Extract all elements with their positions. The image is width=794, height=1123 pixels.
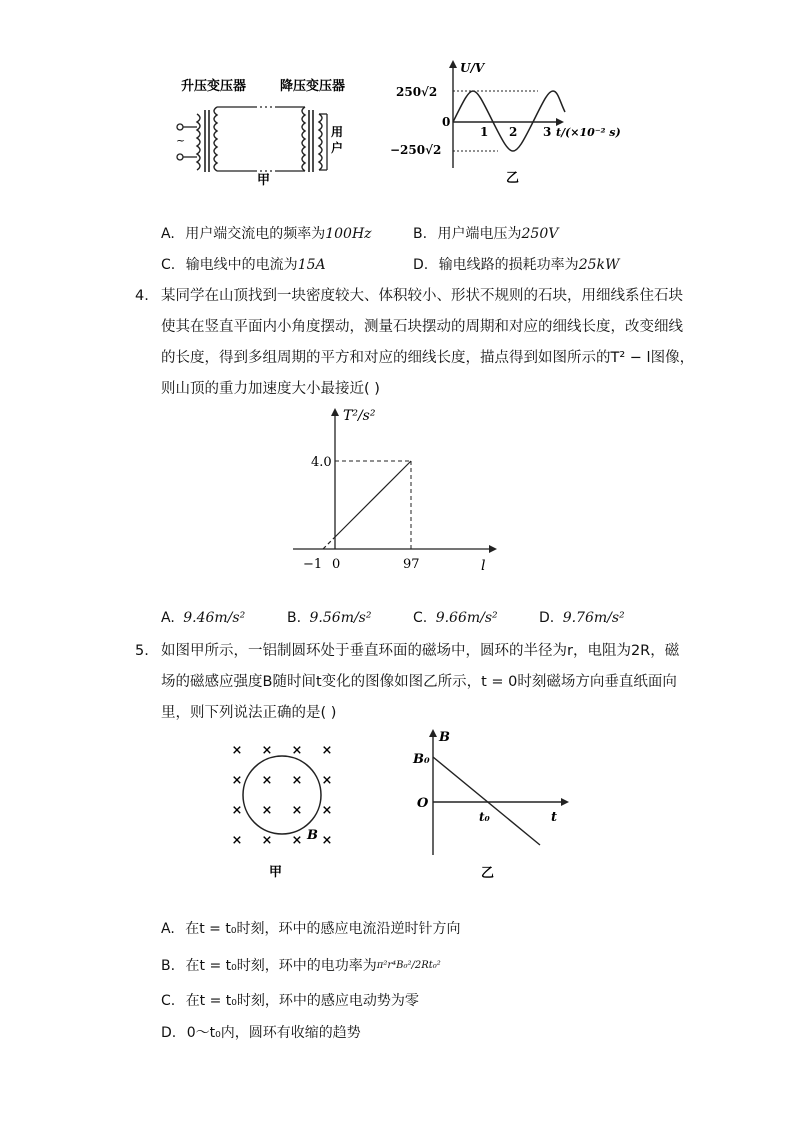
peak-negative-label: −250√2 <box>390 143 442 157</box>
q4-option-b[interactable] <box>287 608 371 628</box>
svg-text:×: × <box>231 803 243 818</box>
q4-option-d[interactable] <box>539 608 625 628</box>
field-label: B <box>307 828 318 843</box>
x-axis-label: t/(×10⁻² s) <box>556 126 621 139</box>
q5-option-c[interactable] <box>161 991 419 1011</box>
option-value: 9.46m/s² <box>183 610 246 626</box>
option-label: C. <box>161 993 176 1009</box>
svg-text:×: × <box>291 743 303 758</box>
x-axis-label: t <box>551 810 558 825</box>
svg-text:×: × <box>291 773 303 788</box>
ring-magnetic-field-figure <box>225 738 345 880</box>
option-value: 9.76m/s² <box>562 610 625 626</box>
figure-caption-yi: 乙 <box>481 866 495 881</box>
q4-option-a[interactable] <box>161 608 245 628</box>
power-formula: π²r⁴B₀²/2Rt₀² <box>376 960 441 971</box>
option-math: 15A <box>297 257 326 273</box>
q4-number: 4. <box>135 288 149 304</box>
svg-text:×: × <box>291 833 303 848</box>
step-down-label: 降压变压器 <box>280 79 346 94</box>
option-math: 100Hz <box>325 226 372 242</box>
option-label: A. <box>161 921 175 937</box>
svg-text:×: × <box>261 803 273 818</box>
option-value: 9.56m/s² <box>309 610 372 626</box>
option-label: C. <box>413 610 428 626</box>
svg-text:×: × <box>231 773 243 788</box>
option-text: 在t = t₀时刻，环中的电功率为 <box>185 958 377 974</box>
q5-stem-line-2: 场的磁感应强度B随时间t变化的图像如图乙所示，t = 0时刻磁场方向垂直纸面向 <box>161 674 677 690</box>
user-label-1: 用 <box>331 125 344 139</box>
q3-option-d[interactable] <box>413 255 619 275</box>
q5-option-d[interactable] <box>161 1023 361 1043</box>
q3-option-c[interactable] <box>161 255 326 275</box>
option-label: B. <box>161 958 176 974</box>
option-label: B. <box>287 610 302 626</box>
x-axis-label: l <box>481 558 486 574</box>
option-text: 在t = t₀时刻，环中的感应电动势为零 <box>185 993 419 1009</box>
q5-stem-line-1: 如图甲所示，一铝制圆环处于垂直环面的磁场中，圆环的半径为r，电阻为2R，磁 <box>161 643 680 659</box>
svg-text:~: ~ <box>176 134 186 147</box>
q4-stem-line-2: 使其在竖直平面内小角度摆动，测量石块摆动的周期和对应的细线长度，改变细线 <box>161 319 683 335</box>
option-text: 用户端交流电的频率为 <box>185 226 326 242</box>
x-tick-0: 0 <box>332 557 341 572</box>
x-tick-2: 2 <box>509 125 518 139</box>
step-up-label: 升压变压器 <box>181 79 247 94</box>
option-text: 输电线路的损耗功率为 <box>438 257 579 273</box>
option-label: C. <box>161 257 176 273</box>
svg-text:×: × <box>321 743 333 758</box>
option-label: A. <box>161 610 175 626</box>
svg-text:×: × <box>261 773 273 788</box>
q3-option-a[interactable] <box>161 224 372 244</box>
q4-stem-line-4: 则山顶的重力加速度大小最接近( ) <box>161 381 380 397</box>
b0-label: B₀ <box>413 752 430 767</box>
svg-text:×: × <box>291 803 303 818</box>
peak-positive-label: 250√2 <box>396 85 438 99</box>
x-tick-neg-1: −1 <box>303 557 323 572</box>
y-axis-label: T²/s² <box>343 408 376 424</box>
option-text: 在t = t₀时刻，环中的感应电流沿逆时针方向 <box>185 921 461 937</box>
option-label: A. <box>161 226 175 242</box>
t0-label: t₀ <box>479 810 490 824</box>
svg-text:×: × <box>261 743 273 758</box>
voltage-waveform-figure <box>390 58 630 188</box>
q5-option-b[interactable] <box>161 956 441 976</box>
x-tick-1: 1 <box>480 125 489 139</box>
q5-number: 5. <box>135 643 149 659</box>
y-axis-label: B <box>439 730 450 745</box>
q3-option-b[interactable] <box>413 224 558 244</box>
q4-stem-line-3: 的长度，得到多组周期的平方和对应的细线长度，描点得到如图所示的T² − l图像， <box>161 350 695 366</box>
x-tick-97: 97 <box>403 557 420 572</box>
transformer-circuit-figure <box>165 72 355 192</box>
option-label: D. <box>161 1025 177 1041</box>
option-math: 250V <box>521 226 559 242</box>
option-label: B. <box>413 226 428 242</box>
q4-option-c[interactable] <box>413 608 498 628</box>
figure-caption-jia: 甲 <box>257 173 271 188</box>
figure-caption-yi: 乙 <box>506 171 520 186</box>
origin-label: O <box>417 796 429 811</box>
svg-text:×: × <box>321 833 333 848</box>
y-axis-label: U/V <box>460 61 485 75</box>
option-math: 25kW <box>578 257 620 273</box>
x-tick-3: 3 <box>543 125 552 139</box>
q5-option-a[interactable] <box>161 919 460 939</box>
svg-text:×: × <box>261 833 273 848</box>
user-label-2: 户 <box>331 141 344 155</box>
svg-text:×: × <box>321 803 333 818</box>
option-text: 输电线中的电流为 <box>185 257 298 273</box>
option-label: D. <box>539 610 555 626</box>
svg-text:×: × <box>231 743 243 758</box>
option-value: 9.66m/s² <box>435 610 498 626</box>
option-text: 用户端电压为 <box>437 226 522 242</box>
origin-label: 0 <box>442 115 451 129</box>
q4-stem-line-1: 某同学在山顶找到一块密度较大、体积较小、形状不规则的石块，用细线系住石块 <box>161 288 683 304</box>
option-label: D. <box>413 257 429 273</box>
q5-stem-line-3: 里，则下列说法正确的是( ) <box>161 705 337 721</box>
t2-l-graph <box>285 402 510 582</box>
figure-caption-jia: 甲 <box>269 865 283 880</box>
y-tick-4: 4.0 <box>311 455 332 470</box>
option-text: 0～t₀内，圆环有收缩的趋势 <box>186 1025 361 1041</box>
b-t-graph <box>405 725 575 883</box>
svg-text:×: × <box>231 833 243 848</box>
svg-text:×: × <box>321 773 333 788</box>
